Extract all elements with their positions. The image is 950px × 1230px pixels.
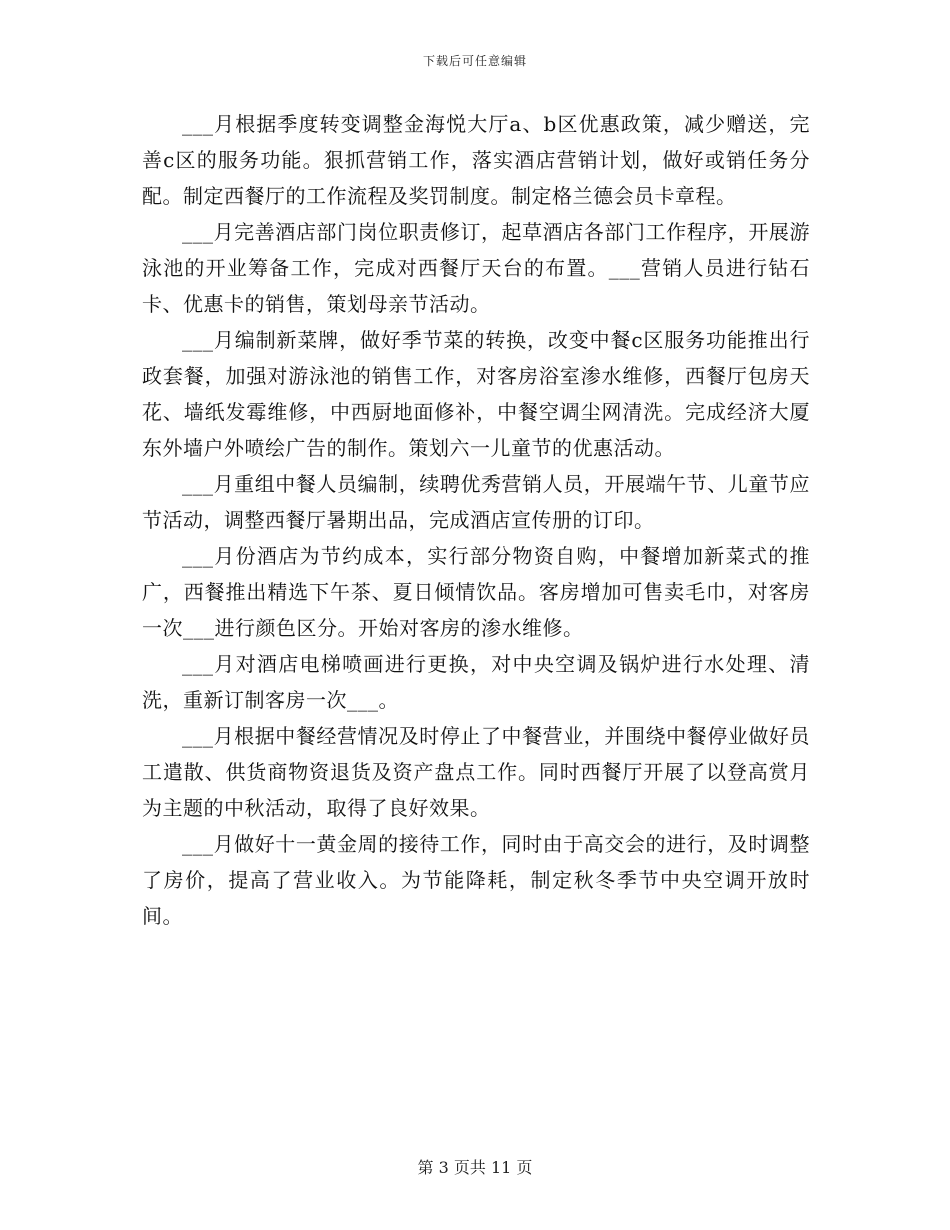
page-number: 第 3 页共 11 页 bbox=[417, 1158, 533, 1177]
paragraph: ___月做好十一黄金周的接待工作，同时由于高交会的进行，及时调整了房价，提高了营业收入。为节能降耗，制定秋冬季节中央空调开放时间。 bbox=[142, 832, 810, 928]
paragraph: ___月根据季度转变调整金海悦大厅a、b区优惠政策，减少赠送，完善c区的服务功能。狠抓营销工作，落实酒店营销计划，做好或销任务分配。制定西餐厅的工作流程及奖罚制度。制定格兰德会员卡章程。 bbox=[142, 112, 810, 208]
paragraph: ___月份酒店为节约成本，实行部分物资自购，中餐增加新菜式的推广，西餐推出精选下午茶、夏日倾情饮品。客房增加可售卖毛巾，对客房一次___进行颜色区分。开始对客房的渗水维修。 bbox=[142, 544, 810, 640]
page-header: 下载后可任意编辑 bbox=[422, 54, 527, 68]
paragraph: ___月重组中餐人员编制，续聘优秀营销人员，开展端午节、儿童节应节活动，调整西餐厅暑期出品，完成酒店宣传册的订印。 bbox=[142, 472, 810, 532]
paragraph: ___月对酒店电梯喷画进行更换，对中央空调及锅炉进行水处理、清洗，重新订制客房一次___。 bbox=[142, 652, 810, 712]
document-body bbox=[142, 106, 810, 934]
paragraph: ___月编制新菜牌，做好季节菜的转换，改变中餐c区服务功能推出行政套餐，加强对游泳池的销售工作，对客房浴室渗水维修，西餐厅包房天花、墙纸发霉维修，中西厨地面修补，中餐空调尘网清洗。完成经济大厦东外墙户外喷绘广告的制作。策划六一儿童节的优惠活动。 bbox=[142, 328, 810, 460]
paragraph: ___月完善酒店部门岗位职责修订，起草酒店各部门工作程序，开展游泳池的开业筹备工作，完成对西餐厅天台的布置。___营销人员进行钻石卡、优惠卡的销售，策划母亲节活动。 bbox=[142, 220, 810, 316]
paragraph: ___月根据中餐经营情况及时停止了中餐营业，并围绕中餐停业做好员工遣散、供货商物资退货及资产盘点工作。同时西餐厅开展了以登高赏月为主题的中秋活动，取得了良好效果。 bbox=[142, 724, 810, 820]
